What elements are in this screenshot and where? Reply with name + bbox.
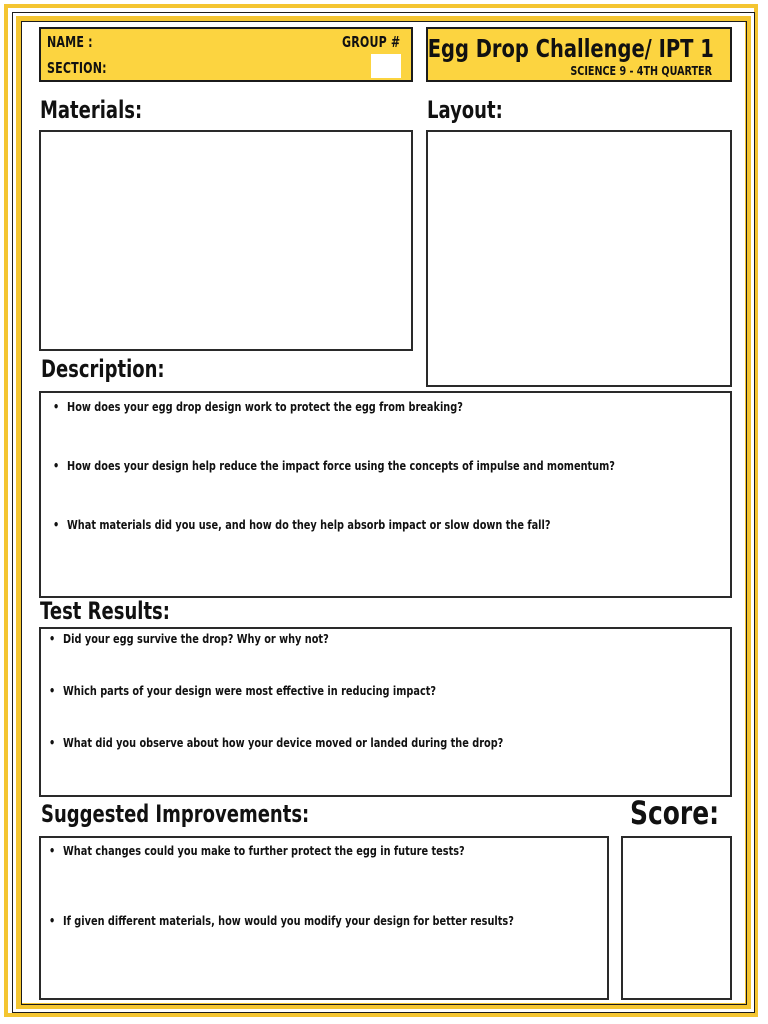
score-box[interactable] xyxy=(621,836,732,1000)
description-prompt: • What materials did you use, and how do they help absorb impact or slow down the fall? xyxy=(53,517,551,532)
test-results-heading: Test Results: xyxy=(40,597,170,625)
materials-box[interactable] xyxy=(39,130,413,351)
description-box[interactable] xyxy=(39,391,732,598)
test-prompt: • Which parts of your design were most effective in reducing impact? xyxy=(49,683,437,698)
layout-box[interactable] xyxy=(426,130,732,387)
test-prompt: • What did you observe about how your device moved or landed during the drop? xyxy=(49,735,504,750)
student-info-box xyxy=(39,27,413,82)
description-prompt: • How does your design help reduce the impact force using the concepts of impulse and momentum? xyxy=(53,458,615,473)
improvement-prompt: • What changes could you make to further protect the egg in future tests? xyxy=(49,843,465,858)
description-prompt: • How does your egg drop design work to protect the egg from breaking? xyxy=(53,399,463,414)
improvements-box[interactable] xyxy=(39,836,609,1000)
test-prompt: • Did your egg survive the drop? Why or why not? xyxy=(49,631,329,646)
section-label: SECTION: xyxy=(47,59,107,77)
test-results-box[interactable] xyxy=(39,627,732,797)
group-label: GROUP # xyxy=(342,33,401,51)
improvements-heading: Suggested Improvements: xyxy=(41,800,310,828)
materials-heading: Materials: xyxy=(40,96,143,124)
improvement-prompt: • If given different materials, how would you modify your design for better results? xyxy=(49,913,514,928)
name-label: NAME : xyxy=(47,33,93,51)
page-title: Egg Drop Challenge/ IPT 1 xyxy=(427,34,714,63)
title-box xyxy=(426,27,732,82)
page-subtitle: SCIENCE 9 - 4TH QUARTER xyxy=(570,64,712,78)
score-heading: Score: xyxy=(630,794,720,832)
group-number-field[interactable] xyxy=(371,54,401,78)
description-heading: Description: xyxy=(41,355,165,383)
layout-heading: Layout: xyxy=(427,96,503,124)
